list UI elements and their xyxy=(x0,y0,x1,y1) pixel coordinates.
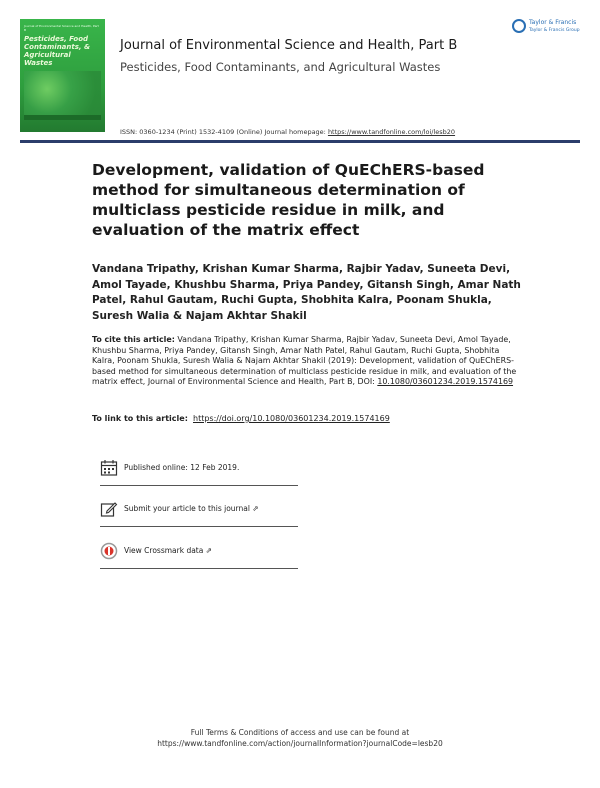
article-link-line xyxy=(92,414,390,423)
link-label: To link to this article: xyxy=(92,414,188,423)
edit-icon xyxy=(100,500,118,518)
footer-terms-link[interactable]: https://www.tandfonline.com/action/journalInformation?journalCode=lesb20 xyxy=(157,739,443,748)
cover-artwork xyxy=(24,71,101,116)
article-authors: Vandana Tripathy, Krishan Kumar Sharma, Rajbir Yadav, Suneeta Devi, Amol Tayade, Khushbu Sharma, Priya Pandey, Gitansh Singh, Amar Nath Patel, Rahul Gautam, Ruchi Gupta, Shobhita Kalra, Poonam Shukla, Suresh Walia & Najam Akhtar Shakil xyxy=(92,263,521,322)
publisher-name: Taylor & Francis xyxy=(529,19,577,26)
article-title: Development, validation of QuEChERS-based method for simultaneous determination of multiclass pesticide residue in milk, and evaluation of the matrix effect xyxy=(92,161,485,239)
calendar-icon xyxy=(100,459,118,477)
citation-text: Vandana Tripathy, Krishan Kumar Sharma, Rajbir Yadav, Suneeta Devi, Amol Tayade, Khushbu Sharma, Priya Pandey, Gitansh Singh, Amar Nath Patel, Rahul Gautam, Ruchi Gupta, Shobhita Kalra, Poonam Shukla, Suresh Walia & Najam Akhtar Shakil (2019): Development, validation of QuEChERS-based method for simultaneous determination of multiclass pesticide residue in milk, and evaluation of the matrix effect, Journal of Environmental Science and Health, Part B, DOI: xyxy=(92,335,517,386)
footer xyxy=(0,727,600,749)
citation-label: To cite this article: xyxy=(92,335,175,344)
publisher-logo-text xyxy=(529,19,580,34)
submit-article-label: Submit your article to this journal xyxy=(124,504,250,513)
journal-subtitle: Pesticides, Food Contaminants, and Agricultural Wastes xyxy=(120,60,441,74)
published-row xyxy=(100,459,298,486)
issn-text: ISSN: 0360-1234 (Print) 1532-4109 (Online) Journal homepage: xyxy=(120,128,328,136)
external-link-icon: ⇗ xyxy=(205,546,213,555)
external-link-icon: ⇗ xyxy=(252,504,259,513)
journal-homepage-link[interactable]: https://www.tandfonline.com/loi/lesb20 xyxy=(327,128,456,136)
crossmark-row[interactable] xyxy=(100,542,298,569)
published-date: Published online: 12 Feb 2019. xyxy=(124,463,240,472)
cover-header-text: Journal of Environmental Science and Health, Part B xyxy=(24,24,99,32)
issn-line xyxy=(120,128,455,136)
crossmark-label: View Crossmark data xyxy=(124,546,204,555)
crossmark-link[interactable] xyxy=(124,546,212,555)
article-url-link[interactable]: https://doi.org/10.1080/03601234.2019.1574169 xyxy=(193,414,390,423)
footer-terms-text: Full Terms & Conditions of access and use can be found at xyxy=(190,728,410,737)
journal-cover xyxy=(20,19,105,132)
publisher-logo-icon xyxy=(512,19,526,33)
citation-block xyxy=(92,335,522,388)
publisher-group: Taylor & Francis Group xyxy=(529,28,580,33)
submit-row[interactable] xyxy=(100,500,298,527)
cover-title: Pesticides, Food Contaminants, & Agricultural Wastes xyxy=(24,35,91,67)
journal-title: Journal of Environmental Science and Health, Part B xyxy=(120,38,458,53)
doi-link[interactable]: 10.1080/03601234.2019.1574169 xyxy=(377,377,514,386)
crossmark-icon xyxy=(100,542,118,560)
cover-band xyxy=(24,115,101,120)
header-divider xyxy=(20,140,580,143)
submit-article-link[interactable] xyxy=(124,504,259,513)
publisher-logo[interactable] xyxy=(512,18,582,38)
